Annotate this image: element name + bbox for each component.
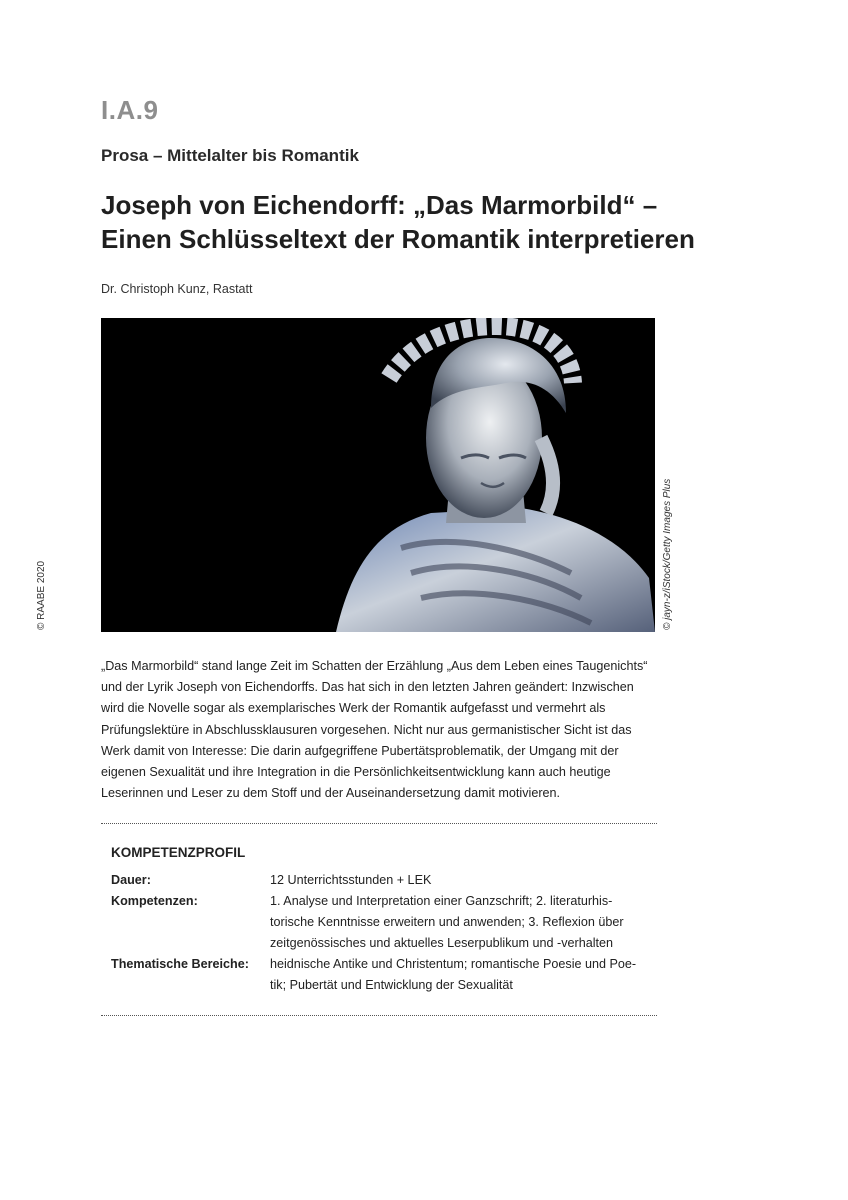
author: Dr. Christoph Kunz, Rastatt bbox=[101, 282, 253, 296]
section-code: I.A.9 bbox=[101, 95, 159, 125]
divider-top bbox=[101, 823, 657, 824]
kompetenzen-value: 1. Analyse und Interpretation einer Ganzschrift; 2. literaturhis-torische Kenntnisse erweitern und anwenden; 3. Reflexion über zeitgenössisches und aktuelles Leserpublikum und -verhalten bbox=[270, 894, 624, 950]
marble-statue-image bbox=[101, 318, 655, 632]
image-credit: © jayn-z/iStock/Getty Images Plus bbox=[662, 478, 673, 630]
kompetenzen-label: Kompetenzen: bbox=[111, 894, 198, 908]
section-subtitle: Prosa – Mittelalter bis Romantik bbox=[101, 146, 359, 165]
title-line-2: Einen Schlüsseltext der Romantik interpretieren bbox=[101, 224, 695, 254]
dauer-value: 12 Unterrichtsstunden + LEK bbox=[270, 873, 432, 887]
copyright-note: © RAABE 2020 bbox=[36, 560, 47, 630]
dauer-label: Dauer: bbox=[111, 873, 151, 887]
intro-paragraph: „Das Marmorbild“ stand lange Zeit im Schatten der Erzählung „Aus dem Leben eines Taugenichts“ und der Lyrik Joseph von Eichendorffs. Das hat sich in den letzten Jahren geändert: Inzwischen wird die Novelle sogar als exemplarisches Werk der Romantik aufgefasst und vermehrt als Prüfungslektüre in Abschlussklausuren vorgesehen. Nicht nur aus germanistischer Sicht ist das Werk damit von Interesse: Die darin aufgegriffene Pubertätsproblematik, der Umgang mit der eigenen Sexualität und ihre Integration in die Persönlichkeitsentwicklung kann auch heutige Leserinnen und Leser zu dem Stoff und der Auseinandersetzung damit motivieren. bbox=[101, 659, 648, 801]
thematische-bereiche-label: Thematische Bereiche: bbox=[111, 957, 249, 971]
page-title bbox=[101, 188, 721, 256]
thematische-bereiche-value: heidnische Antike und Christentum; romantische Poesie und Poe-tik; Pubertät und Entwicklung der Sexualität bbox=[270, 957, 637, 992]
statue-illustration bbox=[101, 318, 655, 632]
divider-bottom bbox=[101, 1015, 657, 1016]
title-line-1: Joseph von Eichendorff: „Das Marmorbild“ – bbox=[101, 190, 658, 220]
kompetenzprofil-heading: KOMPETENZPROFIL bbox=[111, 845, 246, 860]
